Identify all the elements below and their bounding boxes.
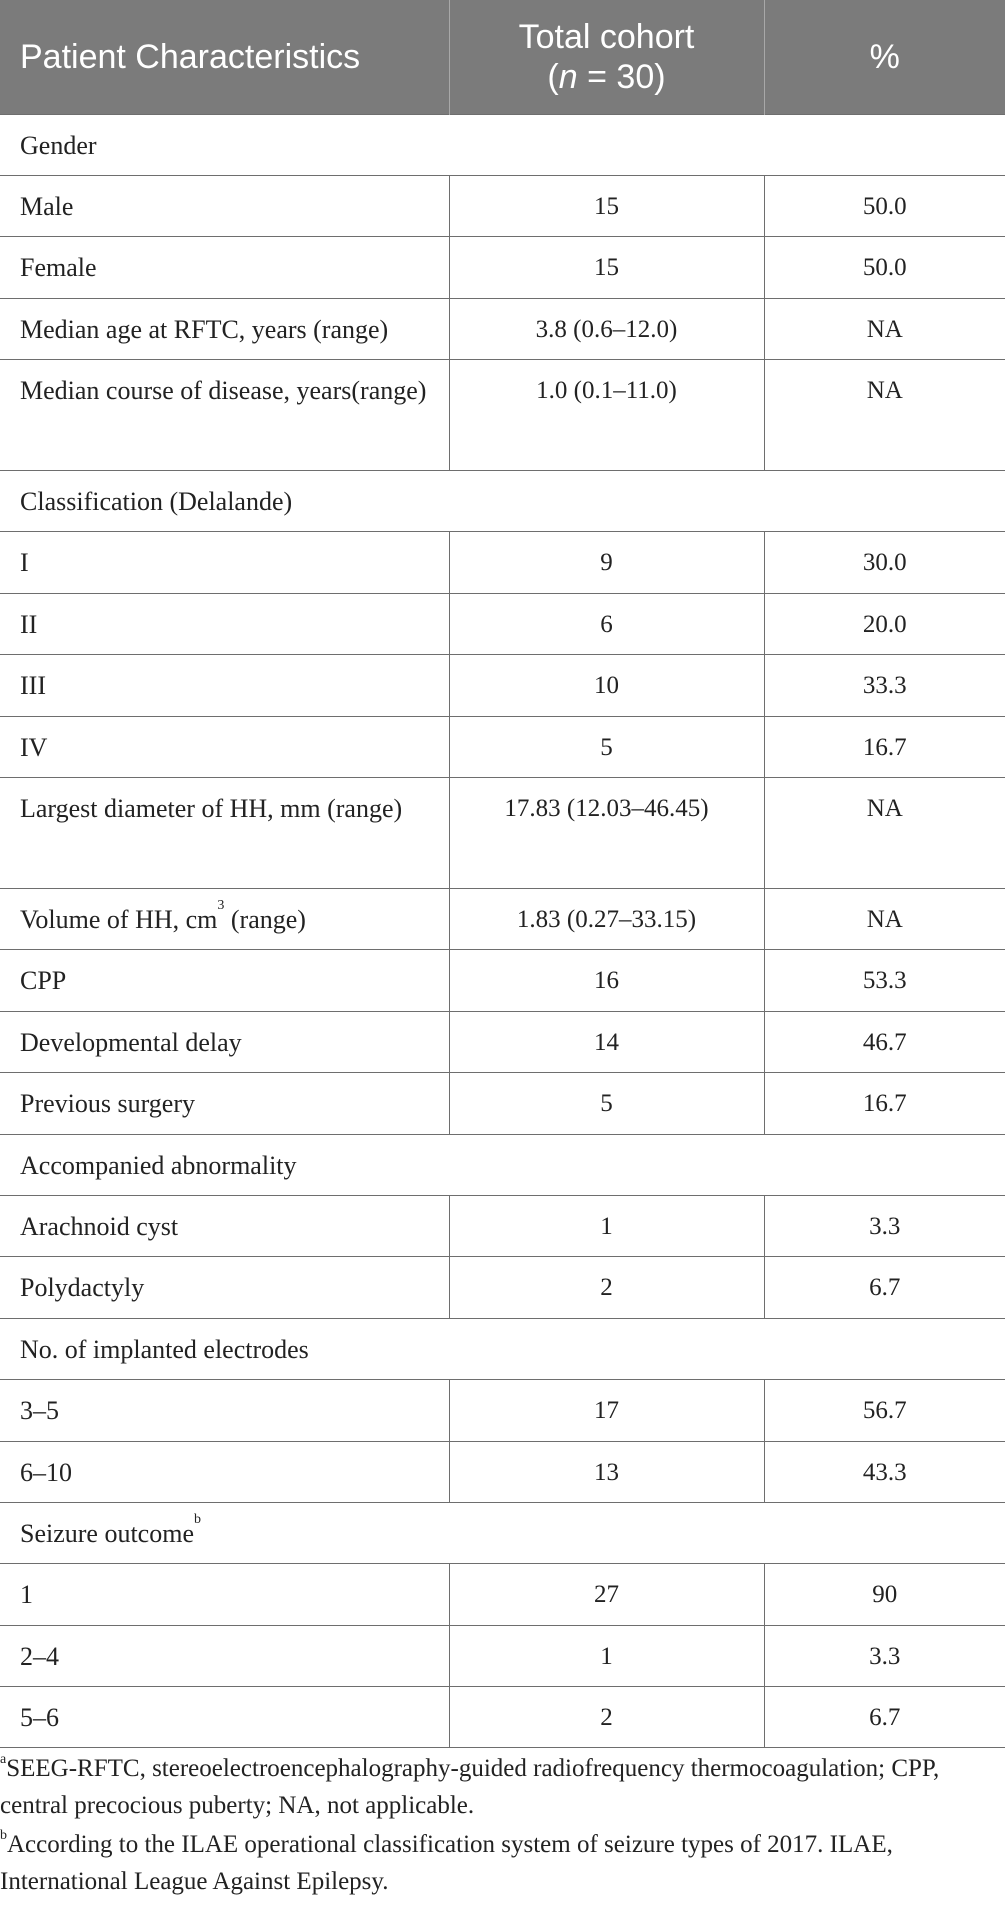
characteristic-label	[0, 593, 449, 654]
section-row	[0, 1318, 1005, 1379]
total-cohort-value: 15	[449, 175, 764, 236]
characteristic-label-text: Female	[20, 253, 97, 283]
table-header	[0, 0, 1005, 114]
characteristic-label-text: III	[20, 671, 46, 701]
table-row	[0, 532, 1005, 593]
percent-value: 50.0	[764, 237, 1005, 298]
table-row	[0, 237, 1005, 298]
percent-value: 43.3	[764, 1441, 1005, 1502]
table-row	[0, 655, 1005, 716]
section-label-text: Gender	[20, 130, 97, 160]
section-label	[0, 1318, 1005, 1379]
footnote-a-mark: a	[0, 1752, 7, 1767]
total-cohort-value: 3.8 (0.6–12.0)	[449, 298, 764, 359]
characteristic-label-text: 2–4	[20, 1641, 59, 1671]
characteristic-label	[0, 1195, 449, 1256]
total-cohort-value: 1	[449, 1195, 764, 1256]
characteristic-label-text: CPP	[20, 966, 67, 996]
section-label-text: No. of implanted electrodes	[20, 1334, 309, 1364]
total-cohort-value: 27	[449, 1564, 764, 1625]
characteristic-label	[0, 1441, 449, 1502]
table-row	[0, 1564, 1005, 1625]
table-row	[0, 889, 1005, 950]
characteristic-label	[0, 889, 449, 950]
total-cohort-value: 15	[449, 237, 764, 298]
characteristic-label	[0, 298, 449, 359]
section-label	[0, 1502, 1005, 1563]
table-row	[0, 1441, 1005, 1502]
header-n-value: = 30)	[577, 57, 666, 96]
characteristic-label-superscript: 3	[217, 898, 225, 914]
total-cohort-value: 5	[449, 716, 764, 777]
percent-value: NA	[764, 360, 1005, 471]
header-patient-characteristics: Patient Characteristics	[0, 0, 449, 114]
table-row	[0, 1380, 1005, 1441]
characteristic-label	[0, 1011, 449, 1072]
percent-value: 30.0	[764, 532, 1005, 593]
characteristic-label-text: Largest diameter of HH, mm (range)	[20, 794, 403, 824]
percent-value: NA	[764, 889, 1005, 950]
characteristic-label	[0, 1625, 449, 1686]
characteristic-label-text: Arachnoid cyst	[20, 1211, 179, 1241]
characteristic-label-text: Male	[20, 191, 74, 221]
section-label	[0, 471, 1005, 532]
total-cohort-value: 13	[449, 1441, 764, 1502]
footnote-b-text: According to the ILAE operational classification system of seizure types of 2017. ILAE, International League Against Epilepsy.	[0, 1831, 893, 1895]
footnotes	[0, 1750, 1000, 1902]
table-row	[0, 1011, 1005, 1072]
characteristic-label-suffix: (range)	[224, 905, 306, 935]
header-total-cohort-line1: Total cohort	[518, 17, 695, 56]
percent-value: 6.7	[764, 1257, 1005, 1318]
section-row	[0, 471, 1005, 532]
table-row	[0, 298, 1005, 359]
characteristic-label-text: 6–10	[20, 1457, 72, 1487]
characteristic-label	[0, 655, 449, 716]
percent-value: 16.7	[764, 716, 1005, 777]
characteristic-label-text: 1	[20, 1580, 33, 1610]
header-n-symbol: n	[558, 57, 578, 96]
characteristic-label	[0, 1257, 449, 1318]
total-cohort-value: 2	[449, 1687, 764, 1748]
footnote-b-mark: b	[0, 1828, 7, 1843]
percent-value: NA	[764, 298, 1005, 359]
characteristic-label-text: Volume of HH, cm	[20, 905, 218, 935]
characteristic-label-text: 3–5	[20, 1396, 59, 1426]
percent-value: 3.3	[764, 1195, 1005, 1256]
header-total-cohort-line2	[470, 57, 744, 97]
section-label-text: Accompanied abnormality	[20, 1150, 297, 1180]
section-label-text: Classification (Delalande)	[20, 487, 293, 517]
section-row	[0, 1134, 1005, 1195]
characteristic-label-text: 5–6	[20, 1703, 59, 1733]
characteristic-label	[0, 360, 449, 471]
section-row	[0, 1502, 1005, 1563]
header-percent: %	[764, 0, 1005, 114]
total-cohort-value: 14	[449, 1011, 764, 1072]
characteristic-label	[0, 778, 449, 889]
characteristic-label	[0, 1073, 449, 1134]
characteristic-label-text: IV	[20, 732, 48, 762]
table-row	[0, 716, 1005, 777]
total-cohort-value: 17	[449, 1380, 764, 1441]
characteristic-label	[0, 532, 449, 593]
table-row	[0, 950, 1005, 1011]
footnote-a	[0, 1750, 1000, 1824]
total-cohort-value: 1.0 (0.1–11.0)	[449, 360, 764, 471]
percent-value: 20.0	[764, 593, 1005, 654]
footnote-a-text: SEEG-RFTC, stereoelectroencephalography-guided radiofrequency thermocoagulation; CPP, central precocious puberty; NA, not applicable.	[0, 1755, 940, 1819]
table-row	[0, 1625, 1005, 1686]
total-cohort-value: 16	[449, 950, 764, 1011]
total-cohort-value: 1	[449, 1625, 764, 1686]
characteristic-label-text: Developmental delay	[20, 1027, 242, 1057]
characteristic-label	[0, 1564, 449, 1625]
percent-value: 46.7	[764, 1011, 1005, 1072]
total-cohort-value: 6	[449, 593, 764, 654]
characteristic-label	[0, 1380, 449, 1441]
characteristic-label	[0, 237, 449, 298]
percent-value: 56.7	[764, 1380, 1005, 1441]
percent-value: 53.3	[764, 950, 1005, 1011]
header-total-cohort	[449, 0, 764, 114]
characteristic-label-text: Polydactyly	[20, 1273, 145, 1303]
header-n-open: (	[547, 57, 559, 96]
characteristic-label-text: Previous surgery	[20, 1089, 196, 1119]
section-label-text: Seizure outcome	[20, 1518, 194, 1548]
table-body	[0, 114, 1005, 1748]
total-cohort-value: 17.83 (12.03–46.45)	[449, 778, 764, 889]
total-cohort-value: 10	[449, 655, 764, 716]
total-cohort-value: 1.83 (0.27–33.15)	[449, 889, 764, 950]
characteristic-label-text: II	[20, 609, 38, 639]
percent-value: NA	[764, 778, 1005, 889]
section-label-footnote-mark: b	[194, 1511, 201, 1527]
table-row	[0, 1073, 1005, 1134]
total-cohort-value: 2	[449, 1257, 764, 1318]
table-row	[0, 1195, 1005, 1256]
footnote-b	[0, 1826, 1000, 1900]
characteristic-label	[0, 716, 449, 777]
percent-value: 6.7	[764, 1687, 1005, 1748]
characteristic-label	[0, 1687, 449, 1748]
section-label	[0, 1134, 1005, 1195]
section-label	[0, 114, 1005, 175]
total-cohort-value: 5	[449, 1073, 764, 1134]
percent-value: 90	[764, 1564, 1005, 1625]
characteristic-label-text: I	[20, 548, 29, 578]
characteristic-label-text: Median course of disease, years(range)	[20, 376, 427, 406]
table-row	[0, 593, 1005, 654]
header-row	[0, 0, 1005, 114]
table-row	[0, 360, 1005, 471]
characteristic-label-text: Median age at RFTC, years (range)	[20, 314, 389, 344]
table-row	[0, 778, 1005, 889]
table-row	[0, 175, 1005, 236]
percent-value: 33.3	[764, 655, 1005, 716]
characteristic-label	[0, 950, 449, 1011]
characteristic-label	[0, 175, 449, 236]
table-row	[0, 1257, 1005, 1318]
table-row	[0, 1687, 1005, 1748]
section-row	[0, 114, 1005, 175]
total-cohort-value: 9	[449, 532, 764, 593]
percent-value: 50.0	[764, 175, 1005, 236]
percent-value: 16.7	[764, 1073, 1005, 1134]
percent-value: 3.3	[764, 1625, 1005, 1686]
